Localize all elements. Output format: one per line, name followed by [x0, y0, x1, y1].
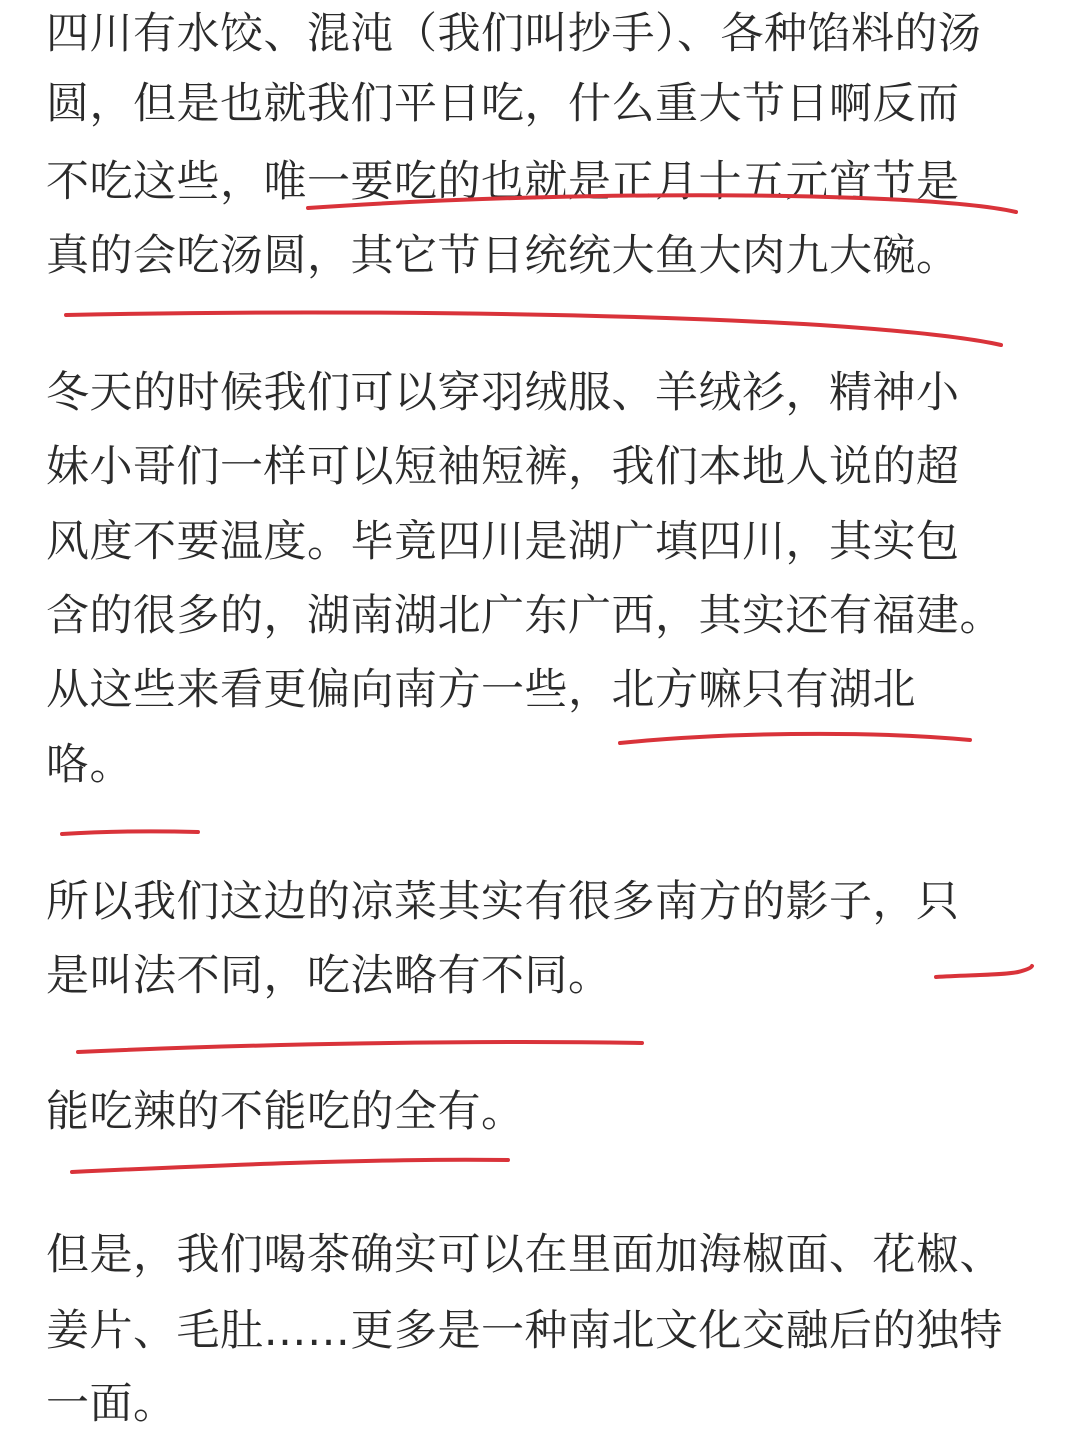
underline-mark-2: [66, 312, 1001, 345]
paragraph-4-line-1: 能吃辣的不能吃的全有。: [46, 1087, 525, 1137]
paragraph-2-line-3: 风度不要温度。毕竟四川是湖广填四川，其实包: [46, 517, 960, 567]
underline-mark-4: [62, 831, 198, 834]
paragraph-1-line-1: 四川有水饺、混沌（我们叫抄手）、各种馅料的汤: [46, 9, 982, 59]
paragraph-1-line-4: 真的会吃汤圆，其它节日统统大鱼大肉九大碗。: [46, 231, 960, 281]
paragraph-3-line-2: 是叫法不同，吃法略有不同。: [46, 951, 612, 1001]
paragraph-2-line-5: 从这些来看更偏向南方一些，北方嘛只有湖北: [46, 665, 916, 715]
underline-mark-3: [620, 734, 970, 743]
paragraph-5-line-2: 姜片、毛肚……更多是一种南北文化交融后的独特: [46, 1306, 1003, 1356]
paragraph-3-line-1: 所以我们这边的凉菜其实有很多南方的影子，只: [46, 877, 960, 927]
underline-mark-5: [936, 966, 1032, 977]
paragraph-5-line-1: 但是，我们喝茶确实可以在里面加海椒面、花椒、: [46, 1230, 1003, 1280]
underline-mark-6: [78, 1042, 642, 1052]
paragraph-2-line-6: 咯。: [46, 740, 133, 790]
paragraph-1-line-3: 不吃这些，唯一要吃的也就是正月十五元宵节是: [46, 157, 960, 207]
paragraph-2-line-2: 妹小哥们一样可以短袖短裤，我们本地人说的超: [46, 442, 960, 492]
paragraph-2-line-1: 冬天的时候我们可以穿羽绒服、羊绒衫，精神小: [46, 368, 960, 418]
paragraph-1-line-2: 圆，但是也就我们平日吃，什么重大节日啊反而: [46, 79, 960, 129]
paragraph-2-line-4: 含的很多的，湖南湖北广东广西，其实还有福建。: [46, 591, 1003, 641]
underline-mark-7: [72, 1160, 508, 1172]
paragraph-5-line-3: 一面。: [46, 1379, 177, 1429]
